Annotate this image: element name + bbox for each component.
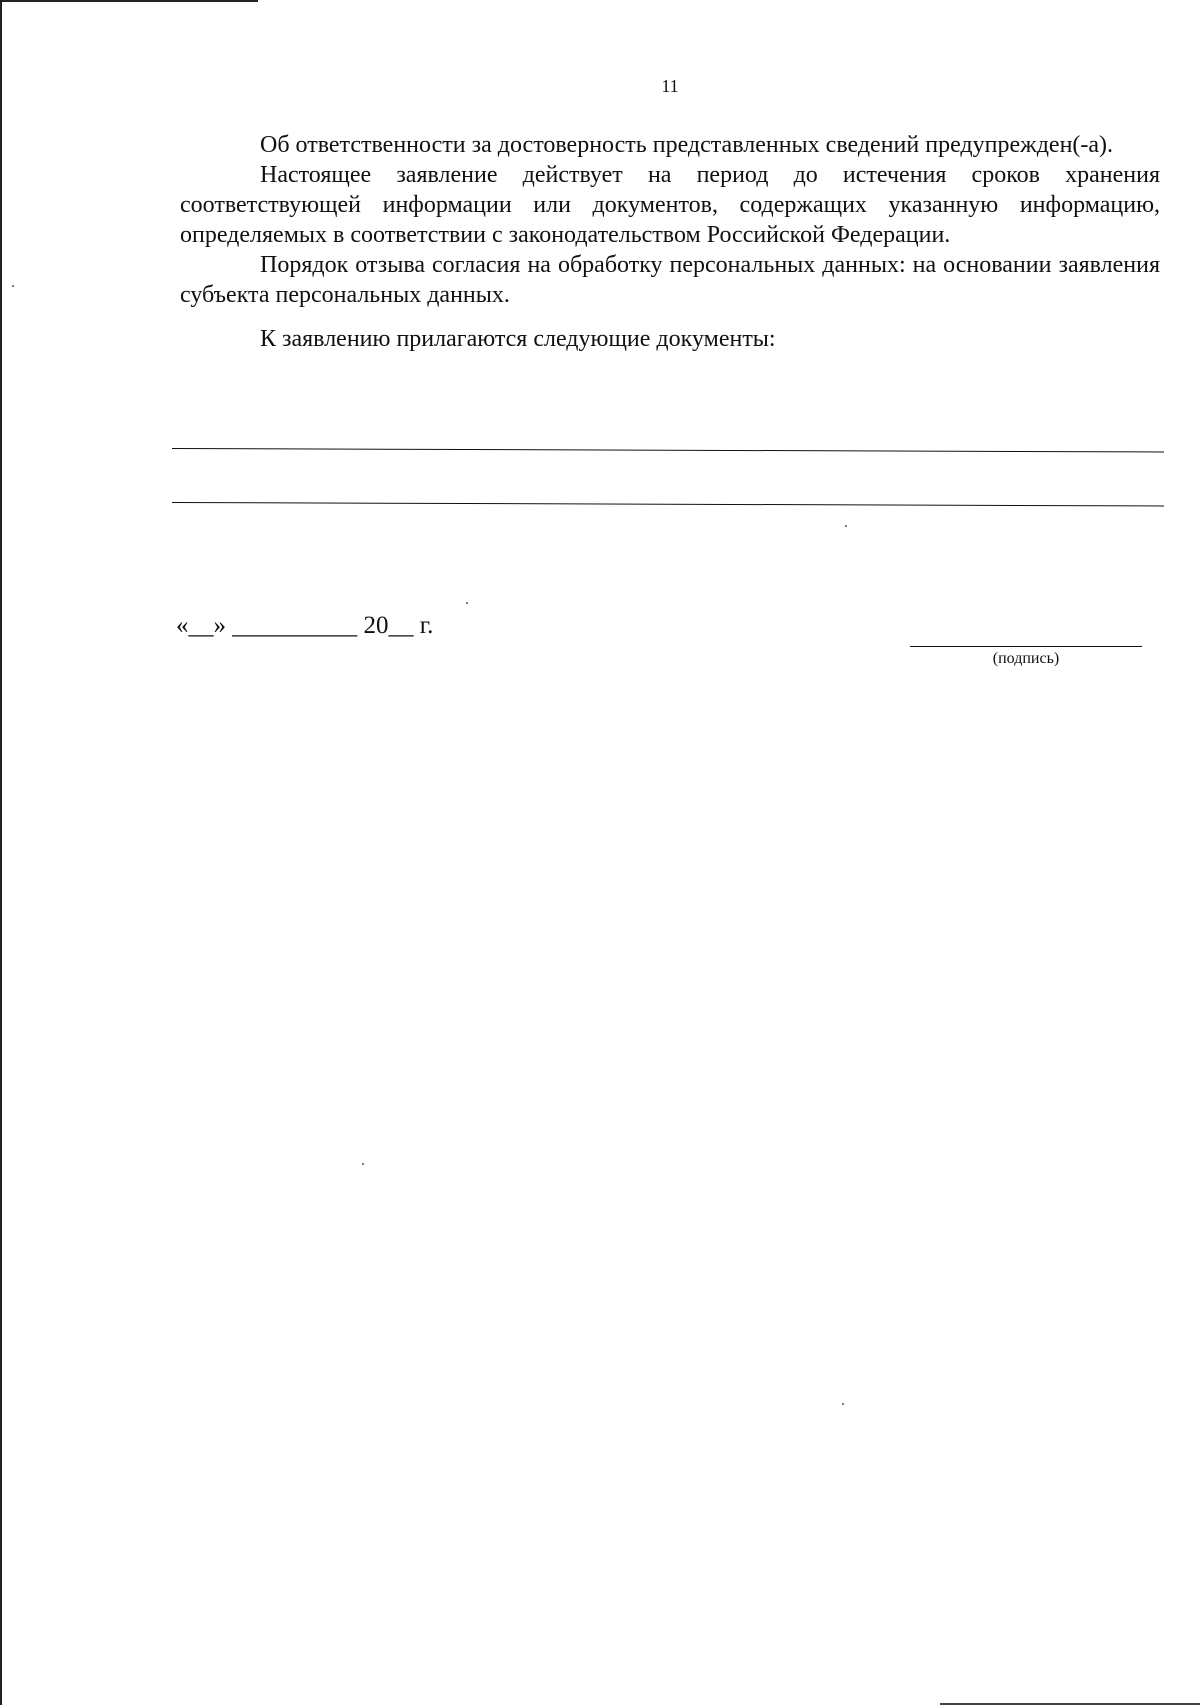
paragraph-responsibility: Об ответственности за достоверность представленных сведений предупрежден(-а).: [260, 132, 1114, 158]
scan-speck: [842, 1403, 844, 1405]
scan-speck: [466, 602, 468, 604]
attachments-blank-line-2[interactable]: [172, 502, 1164, 506]
attachments-label: К заявлению прилагаются следующие документы:: [260, 326, 776, 352]
page-number: 11: [661, 76, 679, 96]
scan-speck: [362, 1163, 364, 1165]
document-body: [180, 130, 1160, 354]
scan-speck: [12, 285, 14, 287]
signature-caption: (подпись): [992, 650, 1060, 667]
scan-edge-left: [0, 0, 2, 1705]
date-field[interactable]: «__» __________ 20__ г.: [176, 612, 434, 639]
paragraph-validity-period: Настоящее заявление действует на период до истечения сроков хранения соответствующей информации или документов, содержащих указанную информацию, определяемых в соответствии с законодательством Российской Федерации.: [180, 162, 1160, 248]
scan-speck: [845, 525, 847, 527]
paragraph-consent-withdrawal: Порядок отзыва согласия на обработку персональных данных: на основании заявления субъекта персональных данных.: [180, 252, 1160, 308]
scan-edge-top: [0, 0, 258, 2]
attachments-blank-line-1[interactable]: [172, 448, 1164, 452]
signature-line[interactable]: [910, 646, 1142, 647]
